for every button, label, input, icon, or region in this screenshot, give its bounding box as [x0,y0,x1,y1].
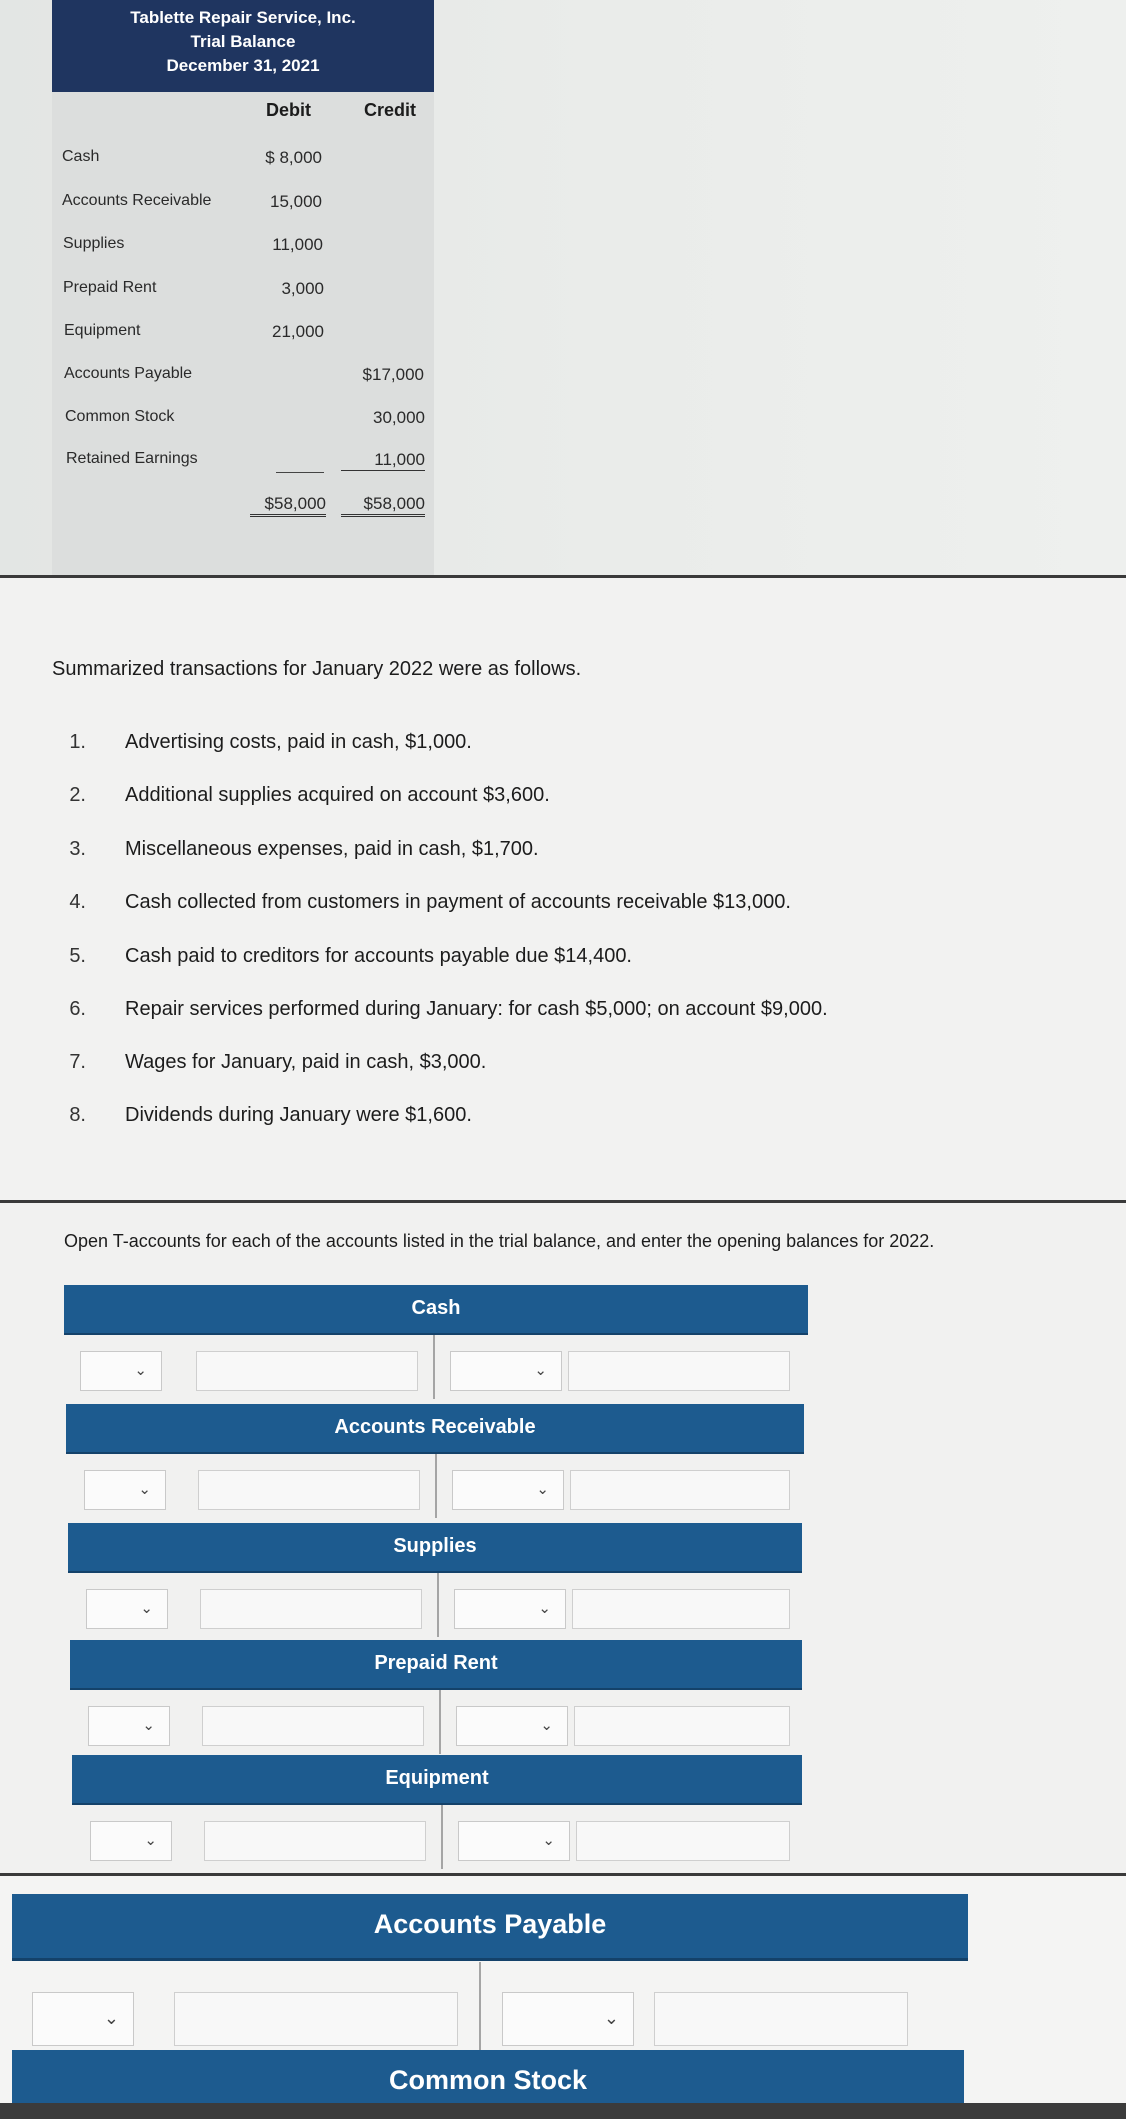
account-name: Accounts Payable [64,365,193,382]
item-text: Cash collected from customers in payment of accounts receivable $13,000. [125,891,791,913]
debit-amount-input[interactable] [202,1706,424,1746]
t-account-title: Supplies [68,1523,802,1571]
credit-amount-input[interactable] [576,1821,790,1861]
t-account-title: Prepaid Rent [70,1640,802,1688]
report-title: Trial Balance [190,32,296,51]
item-number: 8. [69,1104,86,1126]
item-number: 7. [69,1051,86,1073]
credit-date-select[interactable] [458,1821,570,1861]
company-name: Tablette Repair Service, Inc. [130,8,356,27]
list-item [0,945,1126,975]
account-name: Accounts Receivable [62,192,212,209]
credit-amount: 30,000 [373,408,425,427]
t-account-divider [433,1335,435,1399]
item-number: 1. [69,731,86,753]
debit-amount-input[interactable] [200,1589,422,1629]
chevron-down-icon: ⌄ [540,1717,553,1734]
item-text: Additional supplies acquired on account $3,600. [125,784,550,806]
trial-balance-section [0,0,1126,575]
debit-total-rule [276,472,324,473]
account-name: Retained Earnings [66,450,198,467]
debit-date-select[interactable] [86,1589,168,1629]
credit-amount-input[interactable] [572,1589,790,1629]
chevron-down-icon: ⌄ [103,2008,119,2028]
debit-amount: 3,000 [281,279,324,298]
chevron-down-icon: ⌄ [538,1600,551,1617]
chevron-down-icon: ⌄ [138,1481,151,1498]
trial-balance-header [52,0,434,92]
credit-date-select[interactable] [450,1351,562,1391]
table-row [0,148,1126,176]
t-account-title: Equipment [72,1755,802,1803]
t-accounts-section-zoomed [0,1876,1126,2119]
credit-amount-input[interactable] [568,1351,790,1391]
list-item [0,784,1126,814]
item-number: 2. [69,784,86,806]
debit-date-select[interactable] [90,1821,172,1861]
chevron-down-icon: ⌄ [603,2008,619,2028]
table-row [0,322,1126,350]
credit-amount-input[interactable] [570,1470,790,1510]
debit-amount: 21,000 [272,322,324,341]
credit-date-select[interactable] [456,1706,568,1746]
item-text: Dividends during January were $1,600. [125,1104,472,1126]
debit-amount-input[interactable] [196,1351,418,1391]
item-number: 5. [69,945,86,967]
t-accounts-section [0,1203,1126,1873]
list-item [0,1104,1126,1134]
t-accounts-instruction: Open T-accounts for each of the accounts listed in the trial balance, and enter the opening balances for 2022. [64,1231,935,1251]
debit-total: $58,000 [250,494,326,517]
credit-date-select[interactable] [454,1589,566,1629]
debit-amount: $ 8,000 [265,148,322,167]
bottom-edge [0,2103,1126,2119]
t-account-title: Accounts Receivable [66,1404,804,1452]
debit-amount-input[interactable] [204,1821,426,1861]
credit-amount: $17,000 [362,365,424,384]
item-number: 6. [69,998,86,1020]
chevron-down-icon: ⌄ [534,1362,547,1379]
t-account-title: Accounts Payable [12,1894,968,1958]
account-name: Prepaid Rent [63,279,157,296]
debit-date-select[interactable] [88,1706,170,1746]
credit-date-select[interactable] [502,1992,634,2046]
transactions-intro: Summarized transactions for January 2022 were as follows. [52,658,582,680]
t-account-divider [479,1962,481,2062]
credit-column-header: Credit [364,100,417,120]
chevron-down-icon: ⌄ [140,1600,153,1617]
credit-amount-input[interactable] [654,1992,908,2046]
credit-amount-input[interactable] [574,1706,790,1746]
chevron-down-icon: ⌄ [542,1832,555,1849]
account-name: Equipment [64,322,141,339]
debit-date-select[interactable] [80,1351,162,1391]
chevron-down-icon: ⌄ [144,1832,157,1849]
account-name: Cash [62,148,100,165]
t-account-title: Common Stock [12,2050,964,2114]
list-item [0,838,1126,868]
item-number: 4. [69,891,86,913]
table-row [0,235,1126,263]
debit-amount-input[interactable] [174,1992,458,2046]
item-text: Advertising costs, paid in cash, $1,000. [125,731,472,753]
item-text: Repair services performed during January: for cash $5,000; on account $9,000. [125,998,828,1020]
table-row [0,365,1126,393]
item-text: Wages for January, paid in cash, $3,000. [125,1051,487,1073]
t-account-divider [435,1454,437,1518]
credit-date-select[interactable] [452,1470,564,1510]
account-name: Supplies [63,235,125,252]
table-row [0,450,1126,478]
account-name: Common Stock [65,408,175,425]
table-row [0,408,1126,436]
debit-amount-input[interactable] [198,1470,420,1510]
item-text: Miscellaneous expenses, paid in cash, $1,700. [125,838,539,860]
chevron-down-icon: ⌄ [536,1481,549,1498]
list-item [0,731,1126,761]
chevron-down-icon: ⌄ [142,1717,155,1734]
item-number: 3. [69,838,86,860]
debit-amount: 15,000 [270,192,322,211]
totals-row [0,494,1126,522]
debit-date-select[interactable] [32,1992,134,2046]
credit-amount: 11,000 [341,450,425,471]
debit-column-header: Debit [266,100,311,120]
t-account-title: Cash [64,1285,808,1333]
list-item [0,891,1126,921]
list-item [0,998,1126,1028]
credit-total: $58,000 [341,494,425,517]
t-account-divider [437,1573,439,1637]
table-row [0,279,1126,307]
debit-amount: 11,000 [272,235,323,254]
t-account-divider [439,1690,441,1754]
chevron-down-icon: ⌄ [134,1362,147,1379]
table-row [0,192,1126,220]
transactions-section [0,578,1126,1200]
item-text: Cash paid to creditors for accounts payable due $14,400. [125,945,632,967]
list-item [0,1051,1126,1081]
t-account-divider [441,1805,443,1869]
debit-date-select[interactable] [84,1470,166,1510]
report-date: December 31, 2021 [166,56,320,75]
